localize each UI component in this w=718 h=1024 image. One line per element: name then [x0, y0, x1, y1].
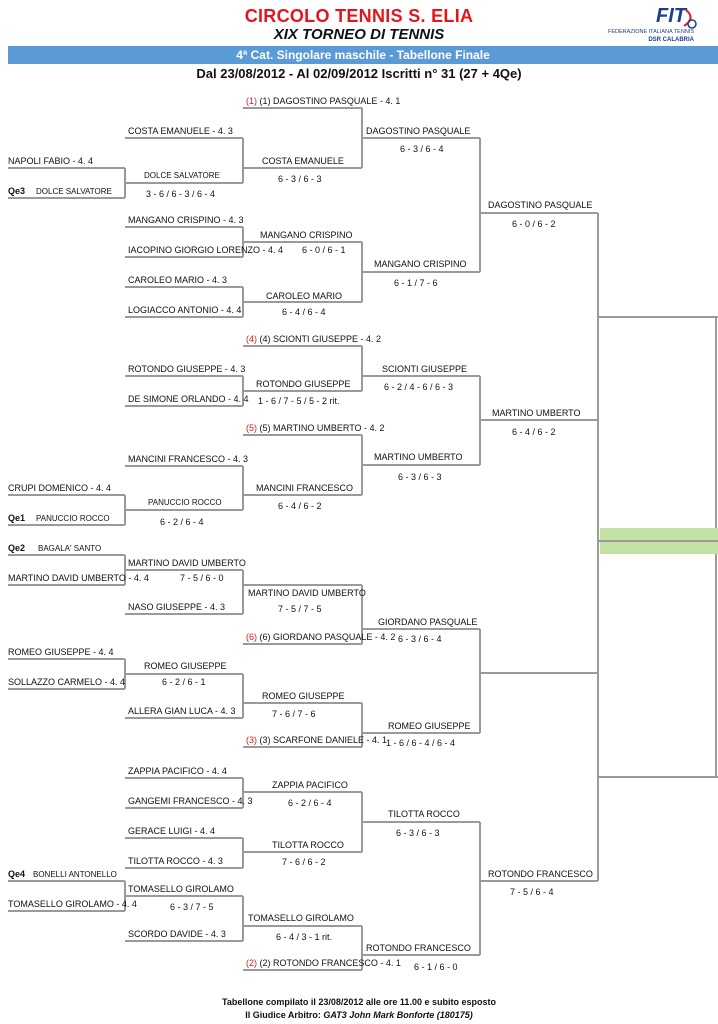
- qf-score: 6 - 2 / 4 - 6 / 6 - 3: [384, 382, 454, 392]
- r16-winner: TILOTTA ROCCO: [272, 840, 344, 850]
- qual-winner: TOMASELLO GIROLAMO: [128, 884, 234, 894]
- r32-player: DE SIMONE ORLANDO - 4. 4: [128, 394, 249, 404]
- qf-score: 6 - 1 / 6 - 0: [414, 962, 458, 972]
- qf-score: 6 - 3 / 6 - 4: [398, 634, 442, 644]
- qual-score: 6 - 2 / 6 - 4: [160, 517, 204, 527]
- r32-player: GANGEMI FRANCESCO - 4. 3: [128, 796, 253, 806]
- qual-winner: PANUCCIO ROCCO: [148, 498, 222, 507]
- qual-score: 3 - 6 / 6 - 3 / 6 - 4: [146, 189, 216, 199]
- qf-winner: ROTONDO FRANCESCO: [366, 943, 471, 953]
- r32-player: MANCINI FRANCESCO - 4. 3: [128, 454, 249, 464]
- r16-score: 6 - 2 / 6 - 4: [288, 798, 332, 808]
- qf-winner: SCIONTI GIUSEPPE: [382, 364, 468, 374]
- qual-winner: ROMEO GIUSEPPE: [144, 661, 227, 671]
- qf-winner: MARTINO UMBERTO: [374, 452, 463, 462]
- footer-compiled-note: Tabellone compilato il 23/08/2012 alle ore 11.00 e subito esposto: [222, 997, 496, 1007]
- sf-score: 6 - 4 / 6 - 2: [512, 427, 556, 437]
- r32-player: IACOPINO GIORGIO LORENZO - 4. 4: [128, 245, 284, 255]
- qf-winner: GIORDANO PASQUALE: [378, 617, 478, 627]
- r16-score: 6 - 0 / 6 - 1: [302, 245, 346, 255]
- r32-player: ROTONDO GIUSEPPE - 4. 3: [128, 364, 246, 374]
- qual-player: PANUCCIO ROCCO: [36, 514, 110, 523]
- qual-tag: Qe2: [8, 543, 26, 553]
- r32-player: NASO GIUSEPPE - 4. 3: [128, 602, 226, 612]
- fit-logo-line2: DSR CALABRIA: [648, 37, 694, 43]
- qual-winner: MARTINO DAVID UMBERTO: [128, 558, 246, 568]
- qual-player: ROMEO GIUSEPPE - 4. 4: [8, 647, 114, 657]
- qf-score: 6 - 3 / 6 - 3: [398, 472, 442, 482]
- r32-player: SCORDO DAVIDE - 4. 3: [128, 929, 226, 939]
- qual-player: BAGALA' SANTO: [38, 544, 102, 553]
- qual-player: TOMASELLO GIROLAMO - 4. 4: [8, 899, 137, 909]
- r16-winner: MANCINI FRANCESCO: [256, 483, 354, 493]
- sf-winner: MARTINO UMBERTO: [492, 408, 581, 418]
- qual-tag: Qe3: [8, 186, 26, 196]
- qf-winner: DAGOSTINO PASQUALE: [366, 126, 471, 136]
- r32-player: (5) (5) MARTINO UMBERTO - 4. 2: [246, 423, 385, 433]
- r16-winner: ROTONDO GIUSEPPE: [256, 379, 351, 389]
- qf-winner: TILOTTA ROCCO: [388, 809, 460, 819]
- r16-winner: MANGANO CRISPINO: [260, 230, 353, 240]
- qual-player: MARTINO DAVID UMBERTO - 4. 4: [8, 573, 149, 583]
- qual-player: CRUPI DOMENICO - 4. 4: [8, 483, 112, 493]
- tournament-dates: Dal 23/08/2012 - Al 02/09/2012 Iscritti n° 31 (27 + 4Qe): [196, 66, 522, 81]
- sf-score: 6 - 0 / 6 - 2: [512, 219, 556, 229]
- r32-player: (2) (2) ROTONDO FRANCESCO - 4. 1: [246, 958, 401, 968]
- r32-player: MANGANO CRISPINO - 4. 3: [128, 215, 244, 225]
- r16-score: 7 - 5 / 7 - 5: [278, 604, 322, 614]
- qual-score: 6 - 2 / 6 - 1: [162, 677, 206, 687]
- sf-score: 7 - 5 / 6 - 4: [510, 887, 554, 897]
- r16-score: 1 - 6 / 7 - 5 / 5 - 2 rit.: [258, 396, 340, 406]
- r16-winner: COSTA EMANUELE: [262, 156, 344, 166]
- qual-score: 7 - 5 / 6 - 0: [180, 573, 224, 583]
- r16-score: 7 - 6 / 6 - 2: [282, 857, 326, 867]
- r16-winner: TOMASELLO GIROLAMO: [248, 913, 354, 923]
- r32-player: (6) (6) GIORDANO PASQUALE - 4. 2: [246, 632, 396, 642]
- r16-score: 6 - 4 / 6 - 4: [282, 307, 326, 317]
- fit-logo-line1: FEDERAZIONE ITALIANA TENNIS: [608, 29, 694, 35]
- qual-player: SOLLAZZO CARMELO - 4. 4: [8, 677, 126, 687]
- r16-winner: ROMEO GIUSEPPE: [262, 691, 345, 701]
- qf-score: 1 - 6 / 6 - 4 / 6 - 4: [386, 738, 456, 748]
- category-banner: 4ª Cat. Singolare maschile - Tabellone Finale: [8, 46, 718, 64]
- fit-logo-text: FIT: [656, 5, 686, 27]
- qf-score: 6 - 3 / 6 - 4: [400, 144, 444, 154]
- r32-player: (4) (4) SCIONTI GIUSEPPE - 4. 2: [246, 334, 382, 344]
- r16-score: 7 - 6 / 7 - 6: [272, 709, 316, 719]
- qual-player: BONELLI ANTONELLO: [33, 870, 117, 879]
- r16-score: 6 - 3 / 6 - 3: [278, 174, 322, 184]
- qual-player: DOLCE SALVATORE: [36, 187, 112, 196]
- r16-score: 6 - 4 / 6 - 2: [278, 501, 322, 511]
- r32-player: (3) (3) SCARFONE DANIELE - 4. 1: [246, 735, 388, 745]
- qual-player: NAPOLI FABIO - 4. 4: [8, 156, 94, 166]
- r16-winner: CAROLEO MARIO: [266, 291, 343, 301]
- page-subtitle: XIX TORNEO DI TENNIS: [273, 26, 445, 43]
- r16-score: 6 - 4 / 3 - 1 rit.: [276, 932, 333, 942]
- qual-tag: Qe4: [8, 869, 26, 879]
- qf-winner: ROMEO GIUSEPPE: [388, 721, 471, 731]
- r32-player: GERACE LUIGI - 4. 4: [128, 826, 216, 836]
- qf-winner: MANGANO CRISPINO: [374, 259, 467, 269]
- r32-player: TILOTTA ROCCO - 4. 3: [128, 856, 223, 866]
- r16-winner: ZAPPIA PACIFICO: [272, 780, 348, 790]
- qf-score: 6 - 3 / 6 - 3: [396, 828, 440, 838]
- r32-player: ALLERA GIAN LUCA - 4. 3: [128, 706, 236, 716]
- r32-player: (1) (1) DAGOSTINO PASQUALE - 4. 1: [246, 96, 401, 106]
- r32-player: ZAPPIA PACIFICO - 4. 4: [128, 766, 227, 776]
- sf-winner: ROTONDO FRANCESCO: [488, 869, 593, 879]
- qf-score: 6 - 1 / 7 - 6: [394, 278, 438, 288]
- r32-player: CAROLEO MARIO - 4. 3: [128, 275, 228, 285]
- r32-player: COSTA EMANUELE - 4. 3: [128, 126, 233, 136]
- r16-winner: MARTINO DAVID UMBERTO: [248, 588, 366, 598]
- sf-winner: DAGOSTINO PASQUALE: [488, 200, 593, 210]
- qual-tag: Qe1: [8, 513, 26, 523]
- r32-player: LOGIACCO ANTONIO - 4. 4: [128, 305, 242, 315]
- qual-score: 6 - 3 / 7 - 5: [170, 902, 214, 912]
- footer-referee: Il Giudice Arbitro: GAT3 John Mark Bonforte (180175): [245, 1010, 473, 1020]
- qual-winner: DOLCE SALVATORE: [144, 171, 220, 180]
- page-title: CIRCOLO TENNIS S. ELIA: [244, 6, 474, 26]
